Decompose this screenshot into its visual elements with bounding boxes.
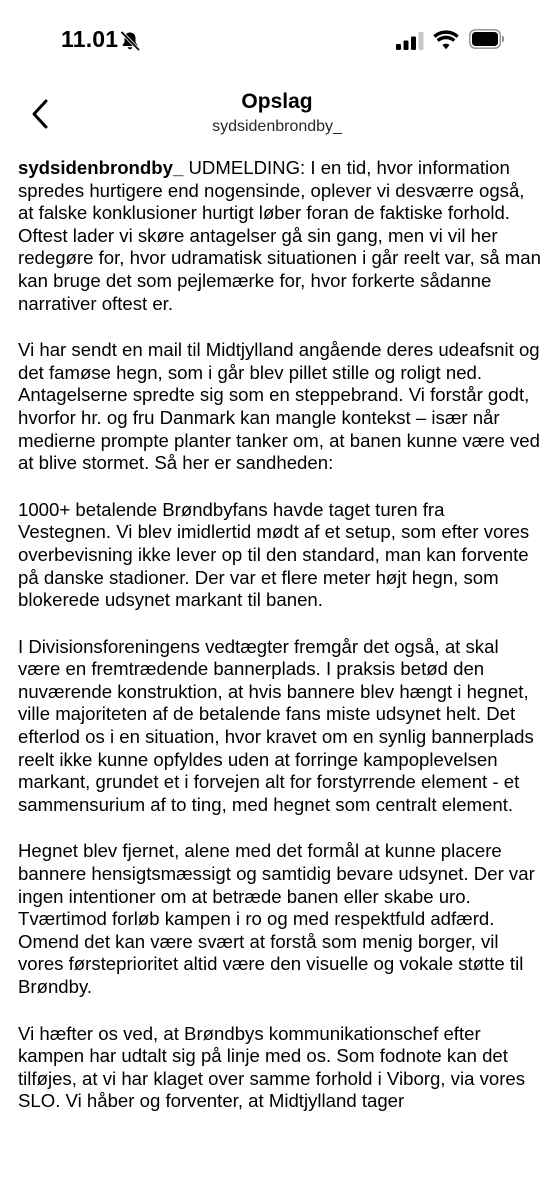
caption-paragraph: I Divisionsforeningens vedtægter fremgår det også, at skal være en fremtrædende bannerplads. I praksis betød den nuværende konstruktion, at hvis bannere blev hængt i hegnet, ville majoriteten af de betalende fans miste udsynet helt. Det efterlod os i en situation, hvor kravet om en synlig bannerplads reelt ikke kunne opfyldes uden at forringe kampoplevelsen markant, grundet et i forvejen alt for forstyrrende element - et sammensurium af to ting, med hegnet som centralt element. [18,635,534,815]
post-header [0,84,554,150]
caption-text: UDMELDING: I en tid, hvor information spredes hurtigere end nogensinde, oplever vi desværre også, at falske konklusioner hurtigt løber foran de faktiske forhold. Oftest lader vi skøre antagelser gå sin gang, men vi vil her redegøre for, hvor udramatisk situationen i går reelt var, så man kan bruge det som pejlemærke for, hvor forkerte sådanne narrativer oftest er. [18,157,541,314]
bell-off-icon [119,30,141,52]
caption-paragraph: Vi har sendt en mail til Midtjylland angående deres udeafsnit og det famøse hegn, som i går blev pillet stille og roligt ned. Antagelserne spredte sig som en steppebrand. Vi forstår godt, hvorfor hr. og fru Danmark kan mangle kontekst – især når medierne prompte planter tanker om, at banen kunne være ved at blive stormet. Så her er sandheden: [18,339,540,474]
wifi-icon [433,30,459,50]
post-caption [18,157,542,1137]
page-title: Opslag [241,90,313,113]
battery-icon [469,29,505,49]
status-bar [0,0,554,84]
caption-paragraph [18,157,542,315]
caption-paragraph: Hegnet blev fjernet, alene med det formål at kunne placere bannere hensigtsmæssigt og samtidig bevare udsynet. Der var ingen intentioner om at betræde banen eller skabe uro. Tværtimod forløb kampen i ro og med respektfuld adfærd. Omend det kan være svært at forstå som menig borger, vil vores førsteprioritet altid være den visuelle og vokale støtte til Brøndby. [18,840,535,997]
caption-username[interactable]: sydsidenbrondby_ [18,157,184,178]
caption-paragraph: 1000+ betalende Brøndbyfans havde taget turen fra Vestegnen. Vi blev imidlertid mødt af et setup, som efter vores overbevisning ikke lever op til den standard, man kan forvente på danske stadioner. Der var et flere meter højt hegn, som blokerede udsynet markant til banen. [18,498,530,611]
signal-icon [396,32,424,50]
page-subtitle-username[interactable]: sydsidenbrondby_ [212,118,342,135]
status-time: 11.01 [61,26,119,52]
caption-paragraph: Vi hæfter os ved, at Brøndbys kommunikationschef efter kampen har udtalt sig på linje med os. Som fodnote kan det tilføjes, at vi har klaget over samme forhold i Viborg, via vores SLO. Vi håber og forventer, at Midtjylland tager [18,1022,526,1112]
